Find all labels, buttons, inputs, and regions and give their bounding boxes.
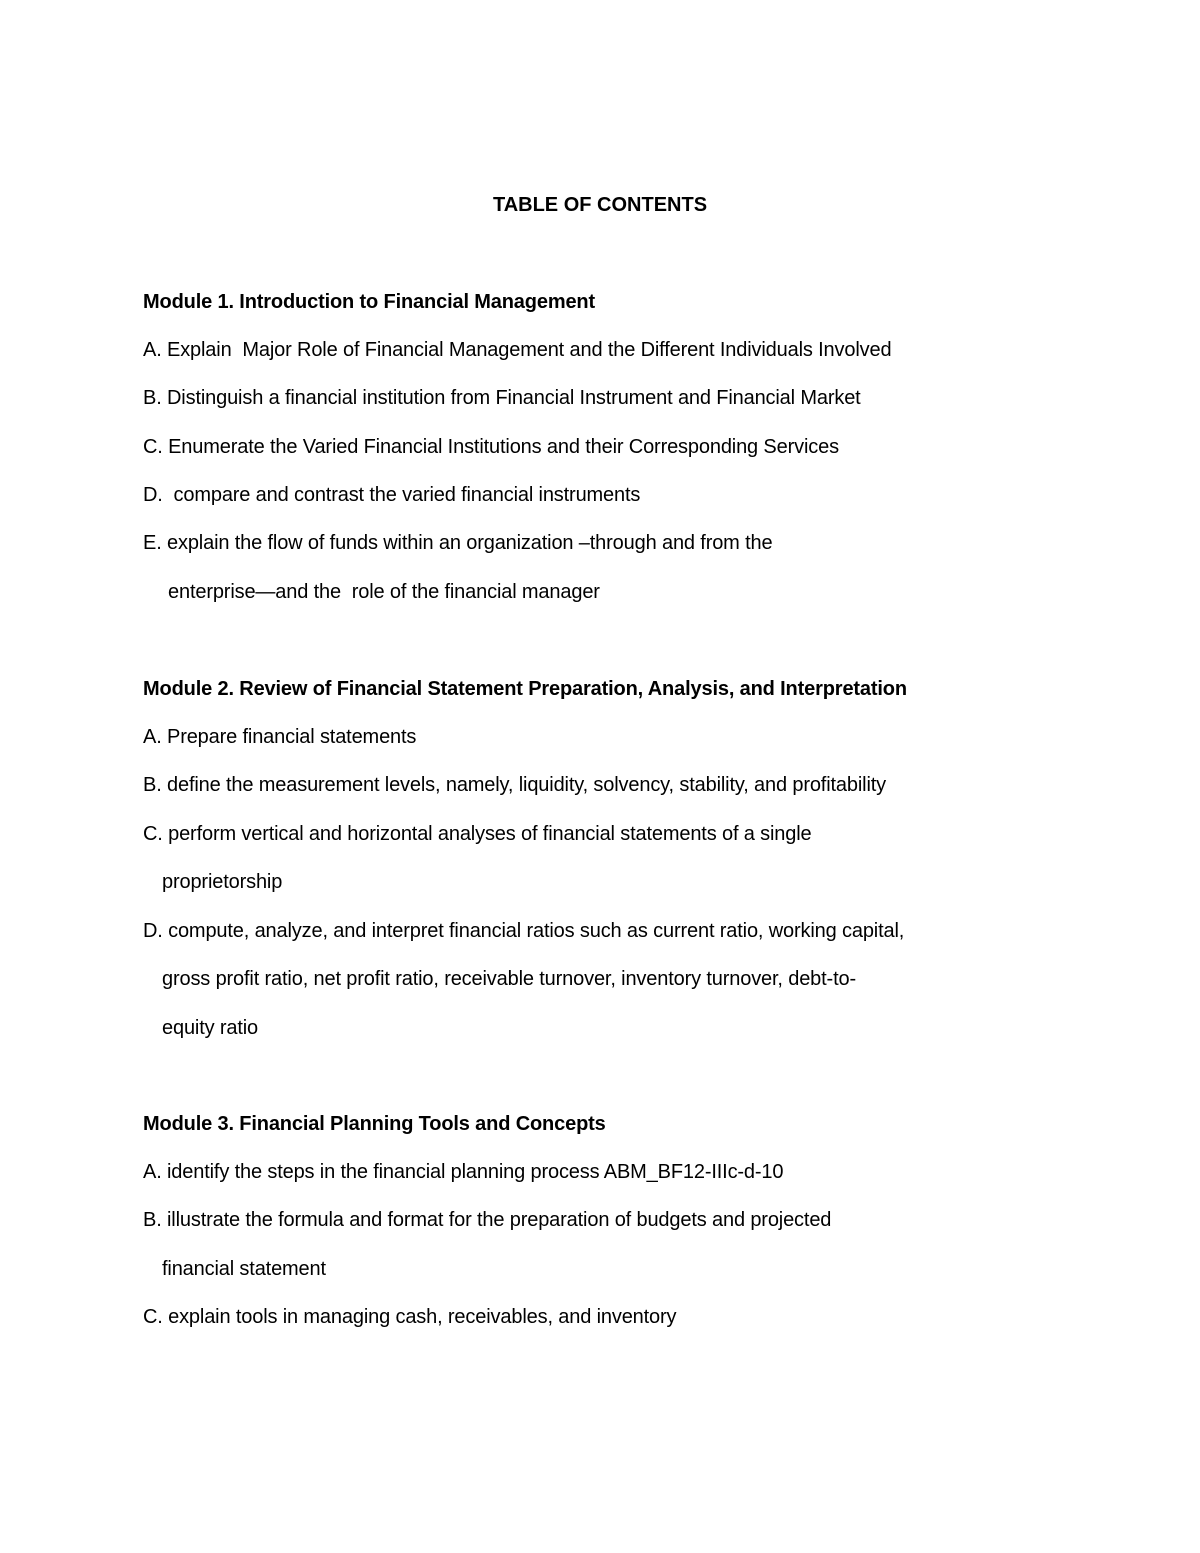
module-2-item-a: A. Prepare financial statements	[143, 726, 417, 748]
module-3-item-b: B. illustrate the formula and format for the preparation of budgets and projected	[143, 1209, 832, 1231]
module-2-item-d-continued-1: gross profit ratio, net profit ratio, receivable turnover, inventory turnover, debt-to-	[162, 968, 856, 990]
module-3-heading: Module 3. Financial Planning Tools and Concepts	[143, 1113, 606, 1135]
module-3-item-a: A. identify the steps in the financial planning process ABM_BF12-IIIc-d-10	[143, 1161, 784, 1183]
module-1-item-c: C. Enumerate the Varied Financial Institutions and their Corresponding Services	[143, 436, 839, 458]
module-1-item-a: A. Explain Major Role of Financial Management and the Different Individuals Involved	[143, 339, 892, 361]
module-3-item-c: C. explain tools in managing cash, receivables, and inventory	[143, 1306, 677, 1328]
module-1-heading: Module 1. Introduction to Financial Management	[143, 291, 596, 313]
module-1-item-b: B. Distinguish a financial institution from Financial Instrument and Financial Market	[143, 387, 861, 409]
module-3-item-b-continued: financial statement	[162, 1258, 326, 1280]
module-2-item-d-continued-2: equity ratio	[162, 1017, 259, 1039]
module-1-item-d: D. compare and contrast the varied financial instruments	[143, 484, 641, 506]
module-1-item-e-continued: enterprise—and the role of the financial manager	[168, 581, 600, 603]
module-2-heading: Module 2. Review of Financial Statement Preparation, Analysis, and Interpretation	[143, 678, 907, 700]
module-1-item-e: E. explain the flow of funds within an organization –through and from the	[143, 532, 773, 554]
module-2-item-b: B. define the measurement levels, namely, liquidity, solvency, stability, and profitability	[143, 774, 887, 796]
page-title: TABLE OF CONTENTS	[492, 194, 708, 216]
module-2-item-c-continued: proprietorship	[162, 871, 283, 893]
module-2-item-c: C. perform vertical and horizontal analyses of financial statements of a single	[143, 823, 812, 845]
module-2-item-d: D. compute, analyze, and interpret financial ratios such as current ratio, working capital,	[143, 920, 905, 942]
